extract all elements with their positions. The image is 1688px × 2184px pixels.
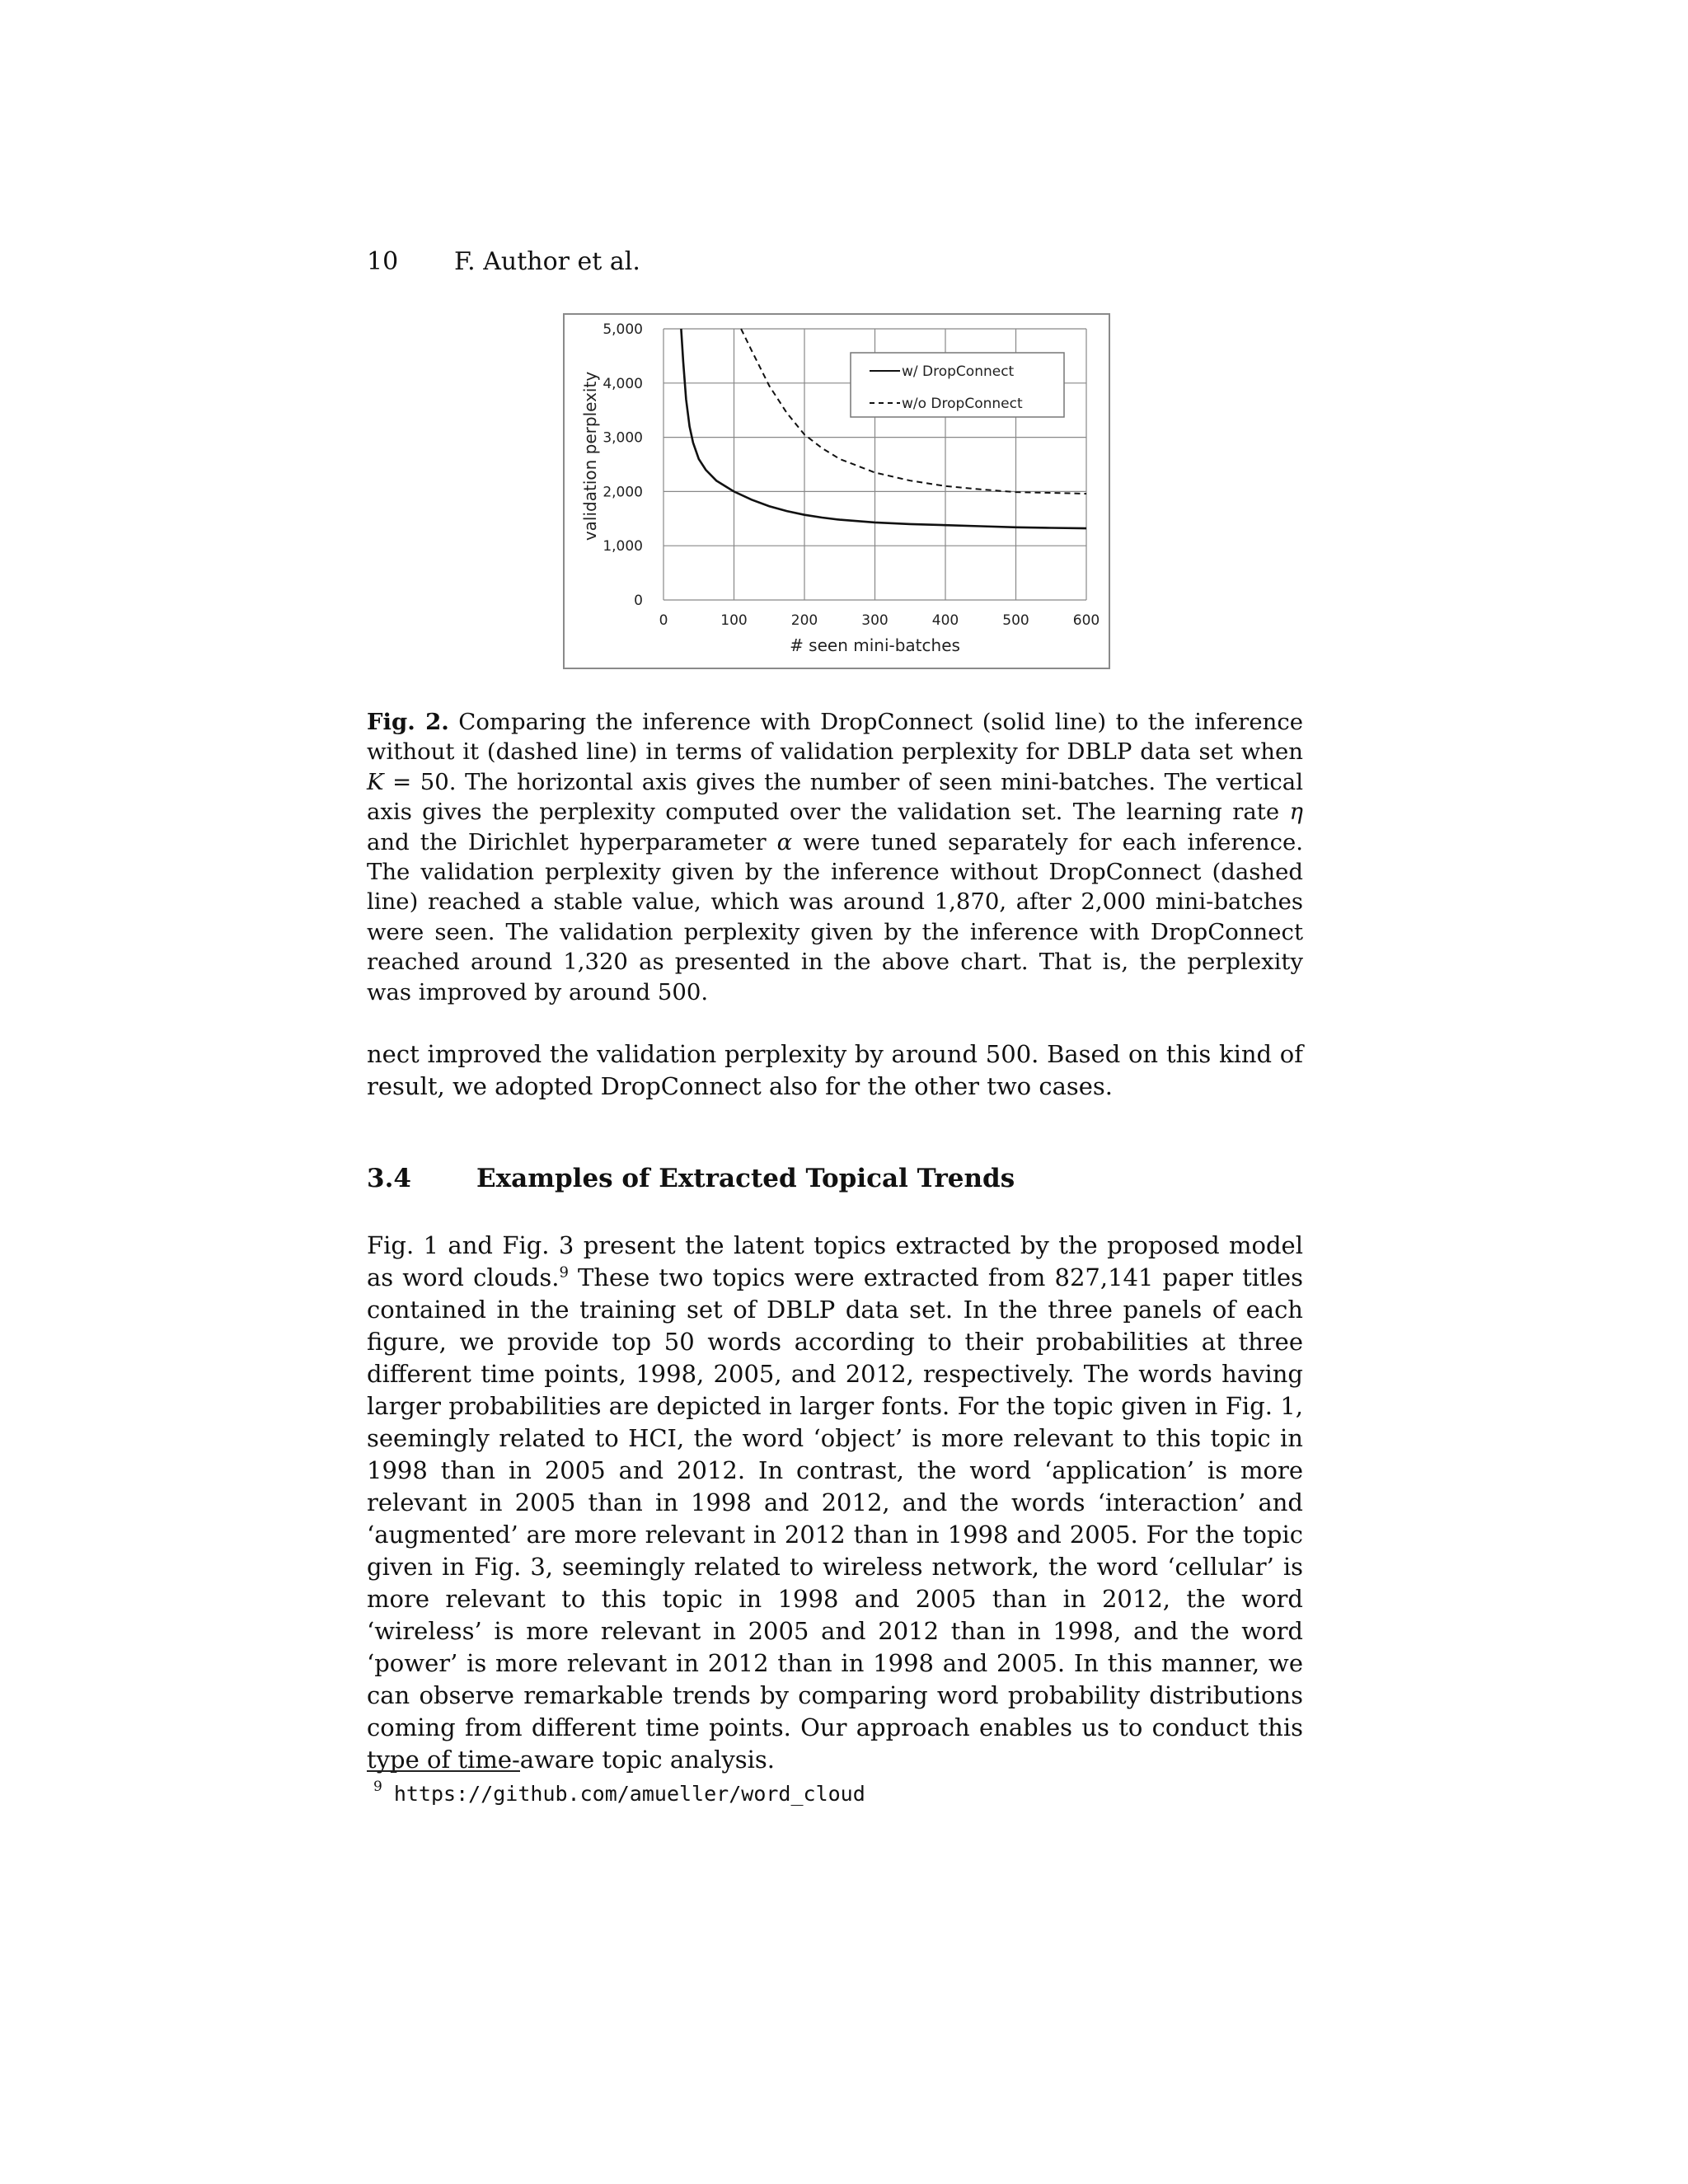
x-tick-label: 0 xyxy=(659,612,668,629)
caption-math-eta: η xyxy=(1289,799,1303,826)
footnote-rule xyxy=(367,1770,520,1772)
paragraph-2-part-2: These two topics were extracted from 827,141 paper titles contained in the training set of DBLP data set. In the three panels of each figure, we provide top 50 words according to their probabilities at three different time points, 1998, 2005, and 2012, respectively. The words having larger probabilities are depicted in larger fonts. For the topic given in Fig. 1, seemingly related to HCI, the word ‘object’ is more relevant to this topic in 1998 than in 2005 and 2012. In contrast, the word ‘application’ is more relevant in 2005 than in 1998 and 2012, and the words ‘interaction’ and ‘augmented’ are more relevant in 2012 than in 1998 and 2005. For the topic given in Fig. 3, seemingly related to wireless network, the word ‘cellular’ is more relevant to this topic in 1998 and 2005 than in 2012, the word ‘wireless’ is more relevant in 2005 and 2012 than in 1998, and the word ‘power’ is more relevant in 2012 than in 1998 and 2005. In this manner, we can observe remarkable trends by comparing word probability distributions coming from different time points. Our approach enables us to conduct this type of time-aware topic analysis. xyxy=(367,1263,1304,1774)
section-number: 3.4 xyxy=(367,1164,411,1193)
section-title: Examples of Extracted Topical Trends xyxy=(476,1164,1015,1193)
y-tick-label: 0 xyxy=(634,593,643,609)
caption-text-4: were tuned separately for each inference. The validation perplexity given by the inference without DropConnect (dashed line) reached a stable value, which was around 1,870, after 2,000 mini-batches were seen. The validation perplexity given by the inference with DropConnect reached around 1,320 as presented in the above chart. That is, the perplexity was improved by around 500. xyxy=(367,828,1303,1005)
caption-label: Fig. 2. xyxy=(367,709,449,735)
x-tick-label: 300 xyxy=(861,612,889,629)
running-header xyxy=(367,247,640,276)
y-tick-label: 3,000 xyxy=(603,429,643,447)
page-number: 10 xyxy=(367,247,399,276)
footnote-mark: 9 xyxy=(373,1779,382,1795)
x-tick-label: 200 xyxy=(790,612,818,629)
body-paragraph-2 xyxy=(367,1230,1303,1776)
figure-2-frame xyxy=(563,313,1110,669)
y-tick-label: 2,000 xyxy=(603,484,643,501)
footnote-link[interactable]: https://github.com/amueller/word_cloud xyxy=(393,1782,865,1806)
x-tick-label: 400 xyxy=(931,612,959,629)
footnote xyxy=(373,1779,865,1807)
legend-label: w/o DropConnect xyxy=(902,396,1023,412)
figure-2-caption xyxy=(367,707,1303,1007)
y-tick-label: 5,000 xyxy=(603,321,643,338)
x-tick-label: 600 xyxy=(1072,612,1100,629)
running-title: F. Author et al. xyxy=(454,247,640,276)
legend-label: w/ DropConnect xyxy=(902,363,1015,380)
y-axis-title: validation perplexity xyxy=(580,371,600,541)
caption-text-2: = 50. The horizontal axis gives the number of seen mini-batches. The vertical axis gives the perplexity computed over the validation set. The learning rate xyxy=(367,768,1303,826)
x-tick-label: 500 xyxy=(1002,612,1029,629)
caption-math-k: K xyxy=(367,768,384,795)
x-axis-title: # seen mini-batches xyxy=(790,635,960,655)
body-paragraph-1: nect improved the validation perplexity by around 500. Based on this kind of result, we adopted DropConnect also for the other two cases. xyxy=(367,1040,1303,1100)
paragraph-2-part-1: Fig. 1 and Fig. 3 present the latent topics extracted by the proposed model as word clouds. xyxy=(367,1231,1303,1291)
caption-text-3: and the Dirichlet hyperparameter xyxy=(367,828,777,855)
perplexity-chart xyxy=(565,315,1109,668)
y-tick-label: 1,000 xyxy=(603,538,643,555)
section-heading xyxy=(367,1164,1015,1193)
caption-text-1: Comparing the inference with DropConnect (solid line) to the inference without it (dashed line) in terms of validation perplexity for DBLP data set when xyxy=(367,709,1303,766)
caption-math-alpha: α xyxy=(776,828,793,855)
y-tick-label: 4,000 xyxy=(603,375,643,392)
x-tick-label: 100 xyxy=(720,612,748,629)
footnote-reference: 9 xyxy=(559,1263,569,1282)
